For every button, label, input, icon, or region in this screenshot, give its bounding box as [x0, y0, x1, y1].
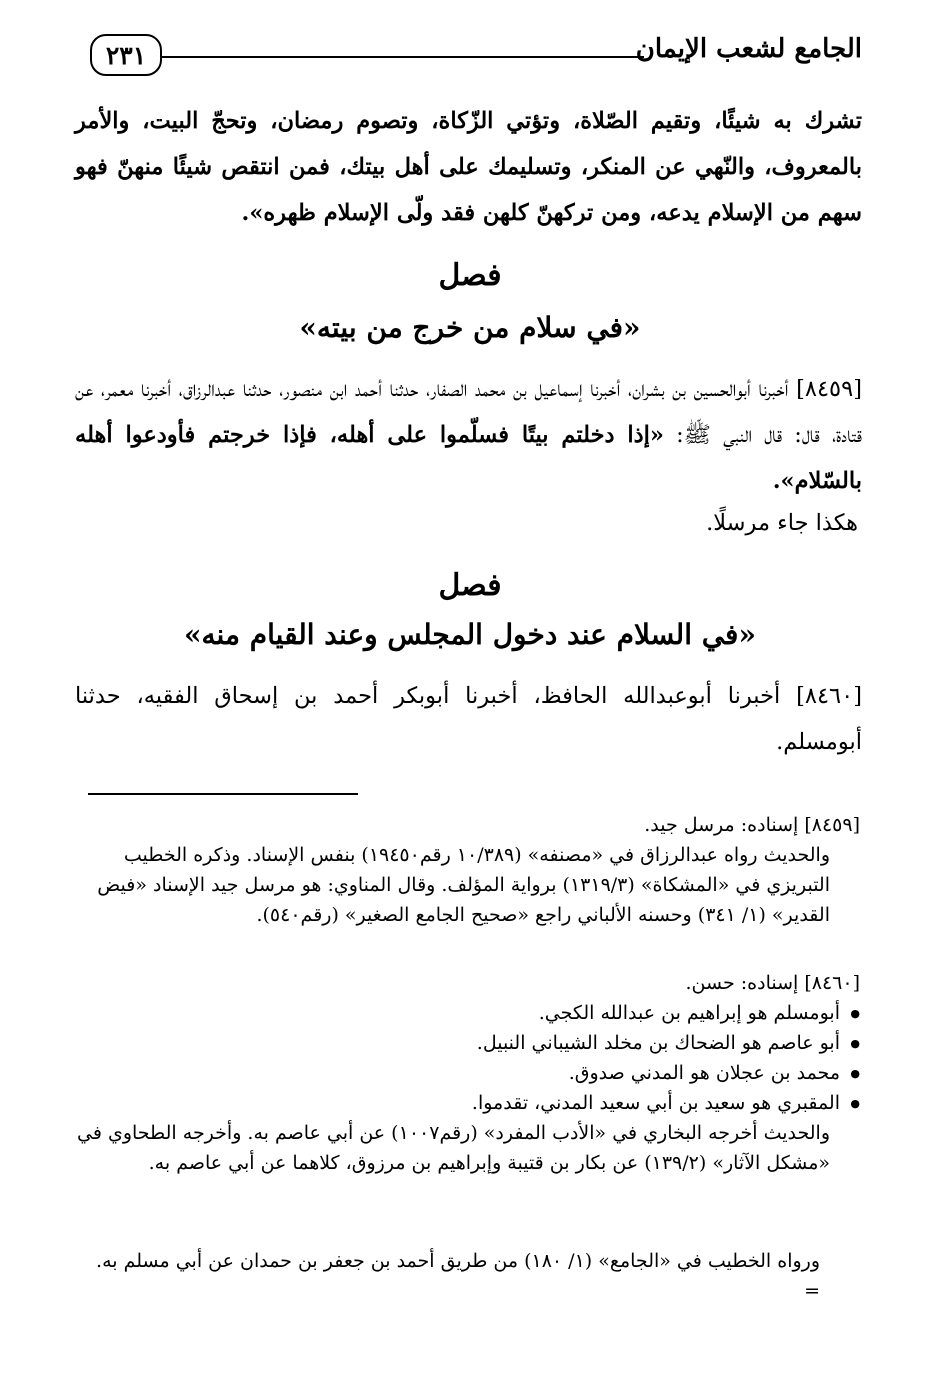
- section-subtitle: «في سلام من خرج من بيته»: [299, 311, 641, 344]
- footnote-8460-grade: [٨٤٦٠] إسناده: حسن.: [685, 972, 860, 994]
- main-text-continuation: [75, 98, 862, 236]
- hadith-8459-isnad: [٨٤٥٩] أخبرنا أبوالحسين بن بشران، أخبرنا إسماعيل بن محمد الصفار، حدثنا أحمد ابن منصور، حدثنا عبدالرزاق، أخبرنا معمر، عن قتادة، قال: قال النبي ﷺ:: [75, 376, 863, 448]
- narrator-list: [70, 998, 860, 1118]
- list-item: ● أبومسلم هو إبراهيم بن عبدالله الكجي.: [70, 998, 860, 1028]
- footnote-8460: [70, 968, 860, 1178]
- section-subtitle-2: «في السلام عند دخول المجلس وعند القيام منه»: [184, 618, 756, 651]
- hadith-8459: [75, 366, 862, 504]
- footnote-8460-text: والحديث أخرجه البخاري في «الأدب المفرد» (رقم١٠٠٧) عن أبي عاصم به. وأخرجه الطحاوي في «مشكل الآثار» (١٣٩/٢) عن بكار بن قتيبة وإبراهيم بن مرزوق، كلاهما عن أبي عاصم به.: [77, 1122, 830, 1174]
- footnote-rule: [88, 793, 358, 795]
- hadith-8459-note: هكذا جاء مرسلًا.: [706, 510, 858, 536]
- footnote-8459-grade: [٨٤٥٩] إسناده: مرسل جيد.: [644, 814, 860, 836]
- list-item: ● المقبري هو سعيد بن أبي سعيد المدني، تقدموا.: [70, 1088, 860, 1118]
- footnote-8459: [70, 810, 860, 930]
- page-number: ٢٣١: [90, 34, 162, 76]
- section-heading: فصل: [438, 258, 502, 293]
- footnote-8459-text: والحديث رواه عبدالرزاق في «مصنفه» (١٠/٣٨٩ رقم١٩٤٥٠) بنفس الإسناد. وذكره الخطيب التبريزي في «المشكاة» (١٣١٩/٣) برواية المؤلف. وقال المناوي: هو مرسل جيد الإسناد «فيض القدير» (١/ ٣٤١) وحسنه الألباني راجع «صحيح الجامع الصغير» (رقم٥٤٠).: [97, 844, 830, 926]
- hadith-8460: [75, 673, 862, 765]
- hadith-8459-paragraph: [75, 366, 862, 504]
- hadith-8459-matn: «إذا دخلتم بيتًا فسلّموا على أهله، فإذا خرجتم فأودعوا أهله بالسّلام».: [75, 422, 862, 494]
- page-header: [90, 30, 862, 80]
- hadith-8460-paragraph: [٨٤٦٠] أخبرنا أبوعبدالله الحافظ، أخبرنا أبوبكر أحمد بن إسحاق الفقيه، حدثنا أبومسلم.: [75, 683, 862, 755]
- list-item: ● أبو عاصم هو الضحاك بن مخلد الشيباني النبيل.: [70, 1028, 860, 1058]
- footnote-8460-continuation: ورواه الخطيب في «الجامع» (١/ ١٨٠) من طريق أحمد بن جعفر بن حمدان عن أبي مسلم به. =: [96, 1250, 820, 1302]
- running-title: الجامع لشعب الإيمان: [635, 34, 862, 64]
- section-heading-2: فصل: [438, 568, 502, 603]
- header-rule: [160, 56, 644, 58]
- hadith-continuation: تشرك به شيئًا، وتقيم الصّلاة، وتؤتي الزّكاة، وتصوم رمضان، وتحجّ البيت، والأمر بالمعروف، والنّهي عن المنكر، وتسليمك على أهل بيتك، فمن انتقص شيئًا منهنّ فهو سهم من الإسلام يدعه، ومن تركهنّ كلهن فقد ولّى الإسلام ظهره».: [75, 108, 862, 226]
- list-item: ● محمد بن عجلان هو المدني صدوق.: [70, 1058, 860, 1088]
